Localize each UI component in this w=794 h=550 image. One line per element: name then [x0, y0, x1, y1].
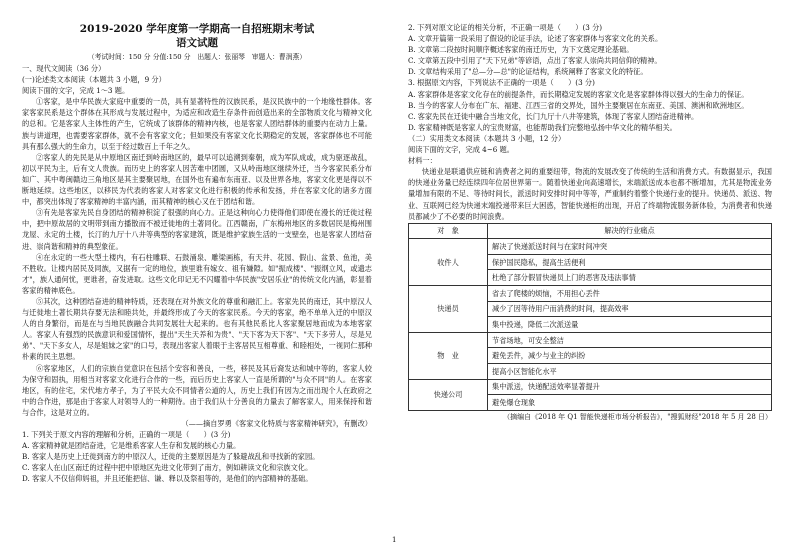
table-header-row — [409, 223, 772, 239]
left-paragraph: ⑤其次，这种团结奋进的精神特质，还表现在对外族文化的尊重和融汇上。客家先民的南迁，其中原汉人与迁徙地土著长期共存要无法和睦共处，并最终形成了今天的客家民系。今天的客家，绝不单单入迁的中原汉人的自身繁衍，而是在与当地民族融合共同发展壮大起来的。也有其他民系比人客家聚居地而成为本地客家人。客家人有强烈的民族意识和爱国情怀，提出"天生天养和为贵"、"天下客为天下客"、"天下多劳人，尽是兄弟"、"天下多女人，尽是姐妹之家"的口号，表现出客家人着眼于主客居民互相尊重、和睦相处，一视同仁那种朴素的民主思想。 — [22, 296, 372, 362]
right-column — [408, 22, 772, 423]
right-option: C. 客家先民在迁徙中融合当地文化，长门九厅十八井等建筑，体现了客家人团结奋进精神。 — [408, 111, 699, 121]
table-point-cell: 提高小区智能化水平 — [488, 364, 772, 380]
page-number: 1 — [392, 536, 397, 544]
table-row — [409, 286, 772, 302]
right-paragraph: （二）实用类文本阅读（本题共 3 小题，12 分） — [408, 133, 566, 143]
table-point-cell: 集中派送，快递配送效率显著提升 — [488, 379, 772, 395]
left-content — [22, 63, 372, 485]
right-content — [408, 22, 772, 222]
right-paragraph: 材料一： — [408, 156, 437, 166]
table-row — [409, 332, 772, 348]
left-option: C. 客家人在山区南迁的过程中把中原地区先进文化带到了南方，例如耕读文化和宗族文化。 — [22, 463, 313, 473]
table-row — [409, 379, 772, 395]
left-option: B. 客家人是历史上迁徙到南方的中原汉人，迁徙的主要原因是为了躲避战乱和寻找新的家园。 — [22, 452, 320, 462]
right-paragraph: 2. 下列对原文论证的相关分析，不正确一项是（ ）(3 分) — [408, 23, 603, 32]
left-option: A. 客家精神就是团结奋进，它是维系客家人生存和发展的核心力量。 — [22, 441, 241, 451]
table-object-cell: 快递员 — [409, 286, 488, 333]
table-point-cell: 避免丢件，减少与业主的纠纷 — [488, 348, 772, 364]
left-paragraph: ①客家，是中华民族大家庭中重要的一员，具有显著特性的汉族民系，是汉民族中的一个地缘性群体。客家客家民系是这个群体在其形成与发展过程中，为适应和改造生存条件而创造出来的全部物质文化与精神文化的总和。它是客家人主体性的产生，它统成了该群体的精神内核，也是客家人团结群体的重要内在动力上量。族与讲道理，也需要客家群体，就不会有客家文化；但如果没有客家文化长期稳定的发展，客家群体也不可能具有那么强大的生命力，以至于经过数百上千年之久。 — [22, 97, 372, 151]
left-paragraph: ③有先是客家先民自身团结的精神积淀了很强的向心力。正是这种向心力使得他们即使在漫长的迁徙过程中，把中原故居的文明带到南方播散而不被迁徙地的土著同化。江西赣南，广东梅州地区的多数居民是梅州围龙屋、永定的土楼，长汀的九厅十八井等典型的客家建筑，既是维护家族生活的一支壁垒，也是客家人团结奋进、崇尚谐和精神的典型象征。 — [22, 208, 372, 251]
table-point-cell: 杜绝了部分假冒快递员上门的恶害及违法事情 — [488, 270, 772, 286]
left-paragraph: 1. 下列关于原文内容的理解和分析，正确的一项是（ ）(3 分) — [22, 430, 231, 440]
left-option: D. 客家人不仅信仰妈祖，并且还能把信、谦、释以及祭祖等的，是他们的内部精神的基础。 — [22, 474, 313, 484]
right-option: D. 客家精神既是客家人的宝贵财富，也能帮助我们完整地弘扬中华文化的精华相关。 — [408, 122, 677, 132]
exam-title: 2019-2020 学年度第一学期高一自招班期末考试 — [79, 23, 315, 35]
right-option: B. 文章第二段按时间顺序概述客家的南迁历史，为下文奠定理论基础。 — [408, 45, 634, 55]
right-option: C. 文章第五段中引用了"天下兄弟"等谚语，点出了客家人崇尚共同信仰的精神。 — [408, 56, 662, 66]
left-column — [22, 22, 372, 485]
right-option: B. 当今的客家人分布在广东、福建、江西三省的交界处，国外主要聚居在东南亚、美国、澳洲和欧洲地区。 — [408, 100, 749, 110]
left-paragraph: ⑥客家地区，人们的宗族自觉意识在包括个安容和善良，一些，移民及其后裔发达和城中等的，客家人较为保守和固执，用相当对客家文化进行合作的一些，而后历史上客家人一直是所谓的"与众不同"的人。在客家地区，有的住宅，宋代地方孝子，为了平民大众不同情者公道的人，历史上我们有因为之而出现个人在政府之中的合作进，那是由于客家人对领导人的一种期待。由于我们从十分善良的力量去了解客家人，用来保持和谐与合作，这是对立的。 — [22, 363, 372, 417]
table-point-cell: 节省场地，可安全整洁 — [488, 332, 772, 348]
table-point-cell: 解决了快递派送时间与在家时间冲突 — [488, 239, 772, 255]
table-point-cell: 集中投递，降低二次派送量 — [488, 317, 772, 333]
left-paragraph: ④在永定的一些大型土楼内，有石柱雕联、石鼓涌泉、雕梁画栋，有天井、花园、假山、盆景、鱼池，美不胜收。让楼内居民及同族，又据有一定的地位，族里谁有嫁女、祖有嫌隙。如"振成楼"、"振纲立风，或遗志才"，族人通何忧，更谁者，奋发进取。这些文化印记无不闪耀着中华民族"安居乐业"的传统文化内涵，彰显着客家的精神底色。 — [22, 252, 372, 295]
left-paragraph: ②客家人的先民是从中原地区南迁到岭南地区的，最早可以追溯到秦朝，成为军队成或，成为驱逐战乱，初以平民为主，后有文人贵族。而历史上的客家人因苦难中团圆，又从岭南地区继续外迁，当今客家民系分布如广、其中粤闽赣边三角地区是其主要聚居地，在国外也有遍布东南亚、以及世界各地，客家文化更是得以不断地延续。这些地区，以移民为代表的客家人对客家文化进行积极的传承和发扬，并在客家文化的诸多方面中，都突出体现了客家精神的丰富内涵，而其精神的核心又在于团结和谐。 — [22, 152, 372, 207]
right-paragraph: 3. 根据原文内容，下列说法不正确的一项是（ ）(3 分) — [408, 78, 595, 88]
table-header-points: 解决的行业痛点 — [488, 223, 772, 239]
table-body — [409, 239, 772, 411]
table-object-cell: 物 业 — [409, 332, 488, 379]
table-row — [409, 239, 772, 255]
right-option: D. 文章结构采用了"总—分—总"的论证结构，系统阐释了客家文化的特征。 — [408, 67, 648, 77]
exam-meta: （考试时间：150 分 分值:150 分 出题人：张丽琴 审题人：曹润燕） — [87, 53, 307, 61]
left-paragraph: 一、现代文阅读（36 分） — [22, 64, 106, 73]
table-object-cell: 快递公司 — [409, 379, 488, 410]
left-paragraph: 阅读下面的文字，完成 1～3 题。 — [22, 86, 130, 96]
table-point-cell: 减少了因等待用户而消费的时间，提高效率 — [488, 301, 772, 317]
table-object-cell: 收件人 — [409, 239, 488, 286]
exam-subtitle: 语文试题 — [176, 37, 218, 49]
table-point-cell: 避免爆仓现象 — [488, 395, 772, 411]
table-caption: （摘编自《2018 年 Q1 智能快递柜市场分析报告》，"搜狐财经"2018 年 5 月 28 日） — [503, 412, 772, 421]
left-paragraph: （——摘自罗勇《客家文化特质与客家精神研究》，有删改） — [181, 419, 372, 428]
left-paragraph: (一)论述类文本阅读（本题共 3 小题，9 分） — [22, 75, 166, 85]
right-option: A. 文章开篇第一段采用了假设的论证手法，论述了客家群体与客家文化的关系。 — [408, 34, 663, 44]
table-point-cell: 保护国民隐私，提高生活便利 — [488, 254, 772, 270]
right-paragraph: 阅读下面的文字，完成 4~6 题。 — [408, 145, 514, 155]
table-header-object: 对 象 — [409, 223, 488, 239]
right-paragraph: 快递业是联通供应链和消费者之间的重要纽带，物流的发展改变了传统的生活和消费方式。有数据显示，我国的快递业务量已经连续四年位居世界第一。随着快递业向高速增长，末端派送成本也都不断增加，尤其是物流业务量增加有限的不足、等待时间长，派送时间安排时间中等等，严重制约着整个快递行业的提升。快递员、派送、物业、互联网已经为快递末端投递带来巨大困惑，智能快递柜的出现，开启了终端物流服务新体验，为消费者和快递员都减少了不必要的时间浪费。 — [408, 167, 772, 221]
table-point-cell: 省去了爬楼的烦恼，不用担心丢件 — [488, 286, 772, 302]
right-option: A. 客家群体是客家文化存在的前提条件，而长期稳定发展的客家文化是客家群体得以强大的生命力的保证。 — [408, 89, 749, 99]
pain-points-table — [408, 223, 772, 411]
